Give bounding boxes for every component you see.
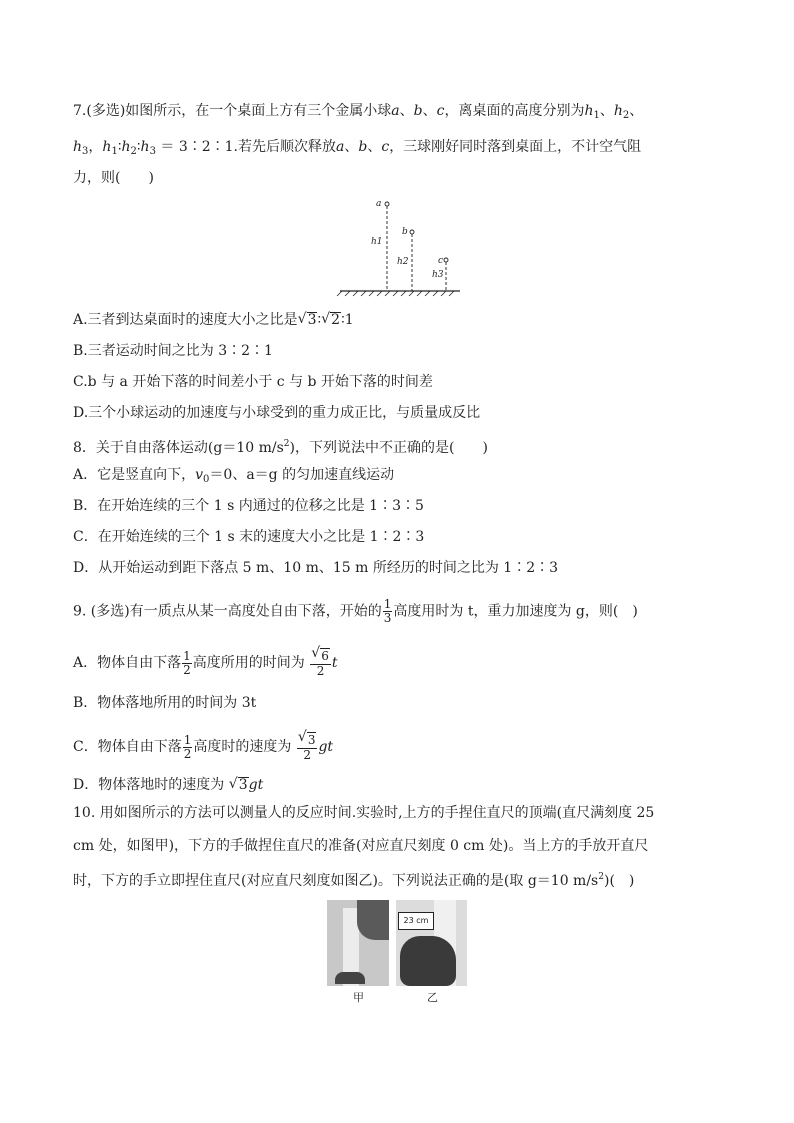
q7-line2: $h_3$，$h_1∶h_2∶h_3$ ＝ 3∶2∶1.若先后顺次释放a、b、c，三球刚好同时落到桌面上，不计空气阻 xyxy=(73,139,642,157)
q7-option-c: C.b 与 a 开始下落的时间差小于 c 与 b 开始下落的时间差 xyxy=(73,374,433,390)
q7-option-a: A.三者到达桌面时的速度大小之比是√ 3∶√ 2∶1 xyxy=(73,310,354,330)
q7-option-b: B.三者运动时间之比为 3∶2∶1 xyxy=(73,343,273,359)
q8-stem: 8．关于自由落体运动(g＝10 $m/s^2$)，下列说法中不正确的是( ) xyxy=(73,439,488,456)
q10-line2: cm 处，如图甲)，下方的手做捏住直尺的准备(对应直尺刻度 0 cm 处)。当上方的手放开直尺 xyxy=(73,838,649,854)
q8-option-d: D．从开始运动到距下落点 5 m、10 m、15 m 所经历的时间之比为 1∶2∶3 xyxy=(73,560,559,576)
q7-line3: 力，则( ) xyxy=(73,170,154,186)
photo-yi-label: 23 cm xyxy=(398,912,434,930)
caption-jia: 甲 xyxy=(353,991,364,1004)
q9-option-d: D．物体落地时的速度为 √ 3gt xyxy=(73,775,263,795)
h3-label: h3 xyxy=(432,270,444,280)
q9-option-c: C．物体自由下落 $\frac{1}{2}$ 高度时的速度为 √ $\frac{3}{2}$ gt xyxy=(73,732,333,762)
ball-a-label: a xyxy=(376,199,382,209)
q9-option-a: A．物体自由下落 $\frac{1}{2}$ 高度所用的时间为 √ $\frac{6}{2}$ t xyxy=(73,648,338,678)
q8-option-a: A．它是竖直向下，$v_0=0$、a＝g 的匀加速直线运动 xyxy=(73,467,395,485)
q7-figure xyxy=(330,195,470,300)
q9-option-b: B．物体落地所用的时间为 3t xyxy=(73,695,257,711)
q9-stem: 9. (多选)有一质点从某一高度处自由下落，开始的 $\frac{1}{3}$ 高度用时为 t，重力加速度为 g，则( ) xyxy=(73,597,638,625)
h2-label: h2 xyxy=(397,257,409,267)
q8-option-c: C．在开始连续的三个 1 s 末的速度大小之比是 1∶2∶3 xyxy=(73,529,425,545)
caption-yi: 乙 xyxy=(427,991,438,1004)
q8-option-b: B．在开始连续的三个 1 s 内通过的位移之比是 1∶3∶5 xyxy=(73,498,424,514)
q7-option-d: D.三个小球运动的加速度与小球受到的重力成正比，与质量成反比 xyxy=(73,405,481,421)
ball-b-label: b xyxy=(402,227,408,237)
ball-c-label: c xyxy=(438,256,444,266)
q10-line1: 10. 用如图所示的方法可以测量人的反应时间.实验时,上方的手捏住直尺的顶端(直尺满刻度 25 xyxy=(73,805,655,821)
h1-label: h1 xyxy=(371,237,383,247)
photo-jia xyxy=(327,900,389,986)
q10-line3: 时，下方的手立即捏住直尺(对应直尺刻度如图乙)。下列说法正确的是(取 g＝10 $m/s^2$)( ) xyxy=(73,872,635,889)
q7-line1: 7.(多选)如图所示，在一个桌面上方有三个金属小球a、b、c，离桌面的高度分别为$h_1$、$h_2$、 xyxy=(73,103,644,121)
photo-yi xyxy=(396,900,467,986)
